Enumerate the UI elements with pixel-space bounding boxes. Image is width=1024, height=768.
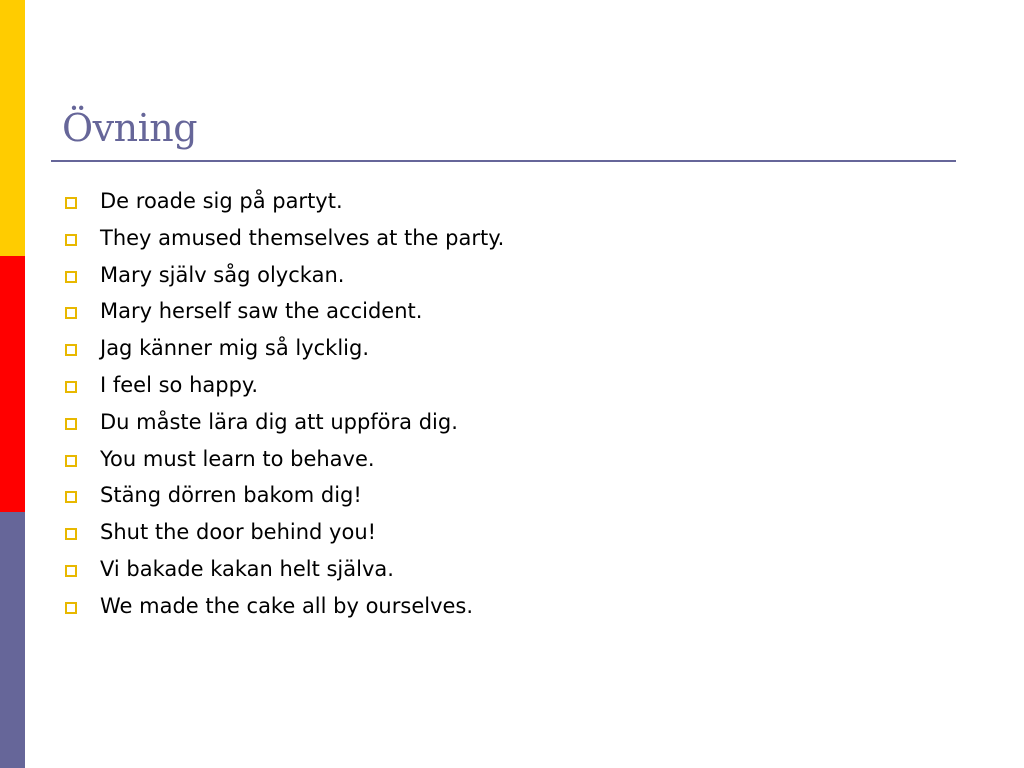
- title-underline: [51, 160, 956, 162]
- bullet-item: [62, 441, 504, 478]
- bullet-text: Du måste lära dig att uppföra dig.: [100, 409, 458, 434]
- bullet-item: [62, 257, 504, 294]
- bullet-text: Mary herself saw the accident.: [100, 299, 423, 324]
- slide-title: Övning: [62, 106, 198, 150]
- side-bar-purple-segment: [0, 512, 25, 768]
- bullet-item: [62, 330, 504, 367]
- bullet-text: Shut the door behind you!: [100, 520, 377, 545]
- square-bullet-icon: [65, 455, 77, 467]
- bullet-item: [62, 183, 504, 220]
- square-bullet-icon: [65, 565, 77, 577]
- bullet-text: Vi bakade kakan helt själva.: [100, 556, 394, 581]
- bullet-text: They amused themselves at the party.: [100, 225, 505, 250]
- side-bar-yellow-segment: [0, 0, 25, 256]
- square-bullet-icon: [65, 344, 77, 356]
- bullet-item: [62, 551, 504, 588]
- bullet-text: Jag känner mig så lycklig.: [100, 336, 370, 361]
- side-color-bar: [0, 0, 25, 768]
- square-bullet-icon: [65, 381, 77, 393]
- bullet-item: [62, 588, 504, 625]
- bullet-text: De roade sig på partyt.: [100, 189, 343, 213]
- bullet-text: We made the cake all by ourselves.: [100, 593, 474, 618]
- bullet-text: Stäng dörren bakom dig!: [100, 483, 362, 508]
- square-bullet-icon: [65, 307, 77, 319]
- side-bar-red-segment: [0, 256, 25, 512]
- bullet-item: [62, 293, 504, 330]
- bullet-item: [62, 477, 504, 514]
- bullet-item: [62, 404, 504, 441]
- bullet-item: [62, 367, 504, 404]
- square-bullet-icon: [65, 602, 77, 614]
- square-bullet-icon: [65, 197, 77, 209]
- square-bullet-icon: [65, 491, 77, 503]
- square-bullet-icon: [65, 271, 77, 283]
- bullet-text: You must learn to behave.: [100, 446, 375, 471]
- bullet-list: [62, 183, 504, 625]
- square-bullet-icon: [65, 234, 77, 246]
- bullet-text: Mary själv såg olyckan.: [100, 262, 345, 287]
- bullet-text: I feel so happy.: [100, 372, 259, 397]
- square-bullet-icon: [65, 528, 77, 540]
- bullet-item: [62, 220, 504, 257]
- bullet-item: [62, 514, 504, 551]
- square-bullet-icon: [65, 418, 77, 430]
